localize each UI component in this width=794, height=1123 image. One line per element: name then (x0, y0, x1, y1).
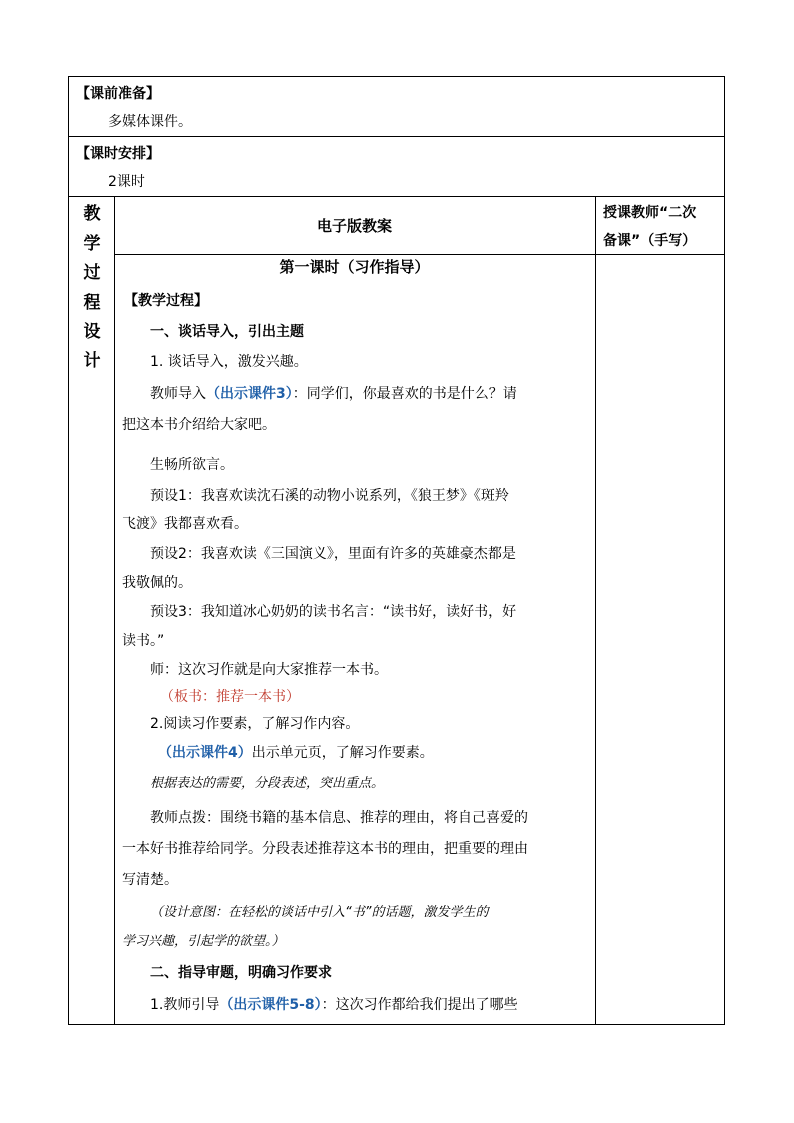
section1-title: 一、谈话导入，引出主题 (150, 324, 304, 340)
row-divider (68, 136, 725, 137)
guide-line3: 写清楚。 (122, 872, 178, 888)
side-label-char: 学 (83, 234, 101, 254)
guide-line2: 一本好书推荐给同学。分段表述推荐这本书的理由，把重要的理由 (122, 841, 528, 857)
design-intent-line2: 学习兴趣，引起学的欲望。） (122, 934, 285, 949)
side-label-char: 程 (83, 293, 101, 313)
preset2-line2: 我敬佩的。 (122, 575, 192, 591)
item-1: 1. 谈话导入，激发兴趣。 (150, 354, 308, 370)
teacher-intro-line1 (150, 385, 517, 403)
schedule-heading: 【课时安排】 (76, 146, 160, 162)
prep-content: 多媒体课件。 (108, 114, 192, 130)
courseware-tag: （出示课件4） (158, 745, 252, 761)
show4-text: 出示单元页，了解习作要素。 (251, 745, 434, 761)
prep-heading: 【课前准备】 (76, 86, 160, 102)
preset1-line1: 预设1：我喜欢读沈石溪的动物小说系列，《狼王梦》《斑羚 (150, 488, 509, 504)
side-label-char: 教 (83, 204, 101, 224)
element-note: 根据表达的需要，分段表述，突出重点。 (150, 776, 385, 791)
preset1-line2: 飞渡》我都喜欢看。 (122, 516, 248, 532)
show4-line (158, 744, 434, 762)
teacher-intro-text: 教师导入 (150, 386, 206, 402)
column-divider (114, 196, 115, 1025)
teacher-says: 师：这次习作就是向大家推荐一本书。 (150, 662, 388, 678)
header-divider (114, 254, 725, 255)
section2-title: 二、指导审题，明确习作要求 (150, 965, 332, 981)
board-note: （板书：推荐一本书） (160, 689, 300, 705)
item-3-line (150, 996, 518, 1014)
item-3-text: 1.教师引导 (150, 997, 220, 1013)
side-label-char: 过 (83, 263, 101, 283)
teacher-header-line1: 授课教师“二次 (603, 205, 697, 221)
process-heading: 【教学过程】 (124, 293, 208, 309)
side-label-char: 计 (83, 351, 101, 371)
lesson-title: 第一课时（习作指导） (279, 258, 430, 276)
preset3-line1: 预设3：我知道冰心奶奶的读书名言：“读书好，读好书，好 (150, 604, 517, 620)
preset3-line2: 读书。” (122, 633, 165, 649)
preset2-line1: 预设2：我喜欢读《三国演义》，里面有许多的英雄豪杰都是 (150, 546, 516, 562)
students-line: 生畅所欲言。 (150, 457, 234, 473)
courseware-tag: （出示课件3） (206, 386, 293, 402)
row-divider (68, 196, 725, 197)
item-3-text: ：这次习作都给我们提出了哪些 (321, 997, 518, 1013)
guide-line1: 教师点拨：围绕书籍的基本信息、推荐的理由，将自己喜爱的 (150, 810, 528, 826)
column-divider (595, 196, 596, 1025)
teacher-intro-line2: 把这本书介绍给大家吧。 (122, 417, 276, 433)
courseware-tag: （出示课件5-8） (219, 997, 322, 1013)
teacher-header-line2: 备课”（手写） (603, 233, 697, 249)
design-intent-line1: （设计意图：在轻松的谈话中引入“书”的话题，激发学生的 (150, 905, 489, 920)
teacher-intro-text: ：同学们，你最喜欢的书是什么？请 (292, 386, 517, 402)
main-title: 电子版教案 (316, 217, 392, 235)
side-label-char: 设 (83, 322, 101, 342)
item-2: 2.阅读习作要素，了解习作内容。 (150, 716, 360, 732)
schedule-content: 2课时 (108, 174, 145, 190)
